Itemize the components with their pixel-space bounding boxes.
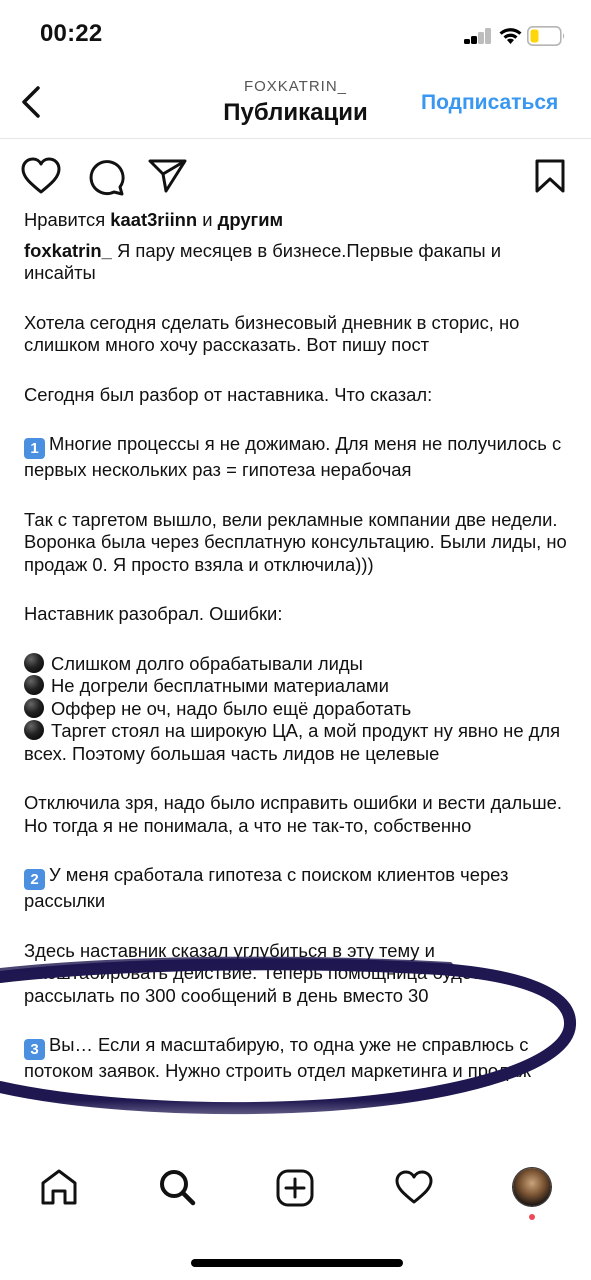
bullet-text: Таргет стоял на широкую ЦА, а мой продукт ну явно не для всех. Поэтому большая часть лидов не целевые bbox=[24, 720, 561, 764]
share-send-icon[interactable] bbox=[148, 158, 188, 194]
bullet-item bbox=[24, 675, 572, 698]
new-post-plus-icon[interactable] bbox=[275, 1168, 315, 1208]
caption-intro-text: Я пару месяцев в бизнесе.Первые факапы и инсайты bbox=[24, 239, 502, 283]
numbered-item-text: Вы… Если я масштабирую, то одна уже не справлюсь с потоком заявок. Нужно строить отдел маркетинга и продаж bbox=[24, 1034, 532, 1081]
author-username-link[interactable]: foxkatrin_ bbox=[24, 239, 112, 261]
caption-paragraph: Здесь наставник сказал углубиться в эту тему и масштабировать действие. Теперь помощница будет рассылать по 300 сообщений в день вместо 30 bbox=[24, 939, 480, 1006]
home-icon[interactable] bbox=[39, 1168, 79, 1206]
caption-paragraph: Наставник разобрал. Ошибки: bbox=[24, 603, 283, 624]
like-heart-icon[interactable] bbox=[20, 156, 62, 196]
caption-paragraph: Сегодня был разбор от наставника. Что сказал: bbox=[24, 383, 433, 405]
bullet-item bbox=[24, 698, 572, 721]
bullet-text: Не догрели бесплатными материалами bbox=[51, 675, 389, 696]
follow-button[interactable]: Подписаться bbox=[421, 91, 559, 114]
page-title: Публикации bbox=[223, 99, 368, 126]
wifi-icon bbox=[498, 25, 523, 45]
numbered-item-text: У меня сработала гипотеза с поиском клиентов через рассылки bbox=[24, 864, 509, 911]
notification-dot bbox=[529, 1214, 535, 1220]
caption-paragraph: Отключила зря, надо было исправить ошибки и вести дальше. Но тогда я не понимала, а что не так-то, собственно bbox=[24, 792, 562, 836]
text-fade bbox=[0, 1100, 591, 1150]
numbered-item-2 bbox=[24, 864, 572, 913]
likes-connector: и bbox=[197, 209, 218, 230]
home-indicator bbox=[191, 1259, 403, 1267]
black-circle-icon bbox=[24, 698, 44, 718]
caption-paragraph: Так с таргетом вышло, вели рекламные компании две недели. Воронка была через бесплатную консультацию. Были лиды, но продаж 0. Я просто взяла и отключила))) bbox=[24, 508, 567, 575]
keycap-2-icon: 2 bbox=[24, 869, 45, 890]
bullet-text: Оффер не оч, надо было ещё доработать bbox=[51, 697, 412, 719]
comment-icon[interactable] bbox=[85, 157, 125, 197]
likes-line bbox=[24, 209, 572, 232]
activity-heart-icon[interactable] bbox=[394, 1169, 434, 1205]
caption-intro bbox=[24, 240, 572, 285]
signal-icon bbox=[464, 28, 492, 44]
numbered-item-text: Многие процессы я не дожимаю. Для меня не получилось с первых нескольких раз = гипотеза нерабочая bbox=[24, 433, 562, 480]
numbered-item-1 bbox=[24, 433, 572, 482]
bullet-text: Слишком долго обрабатывали лиды bbox=[51, 652, 363, 674]
keycap-1-icon: 1 bbox=[24, 438, 45, 459]
bullet-item bbox=[24, 720, 572, 765]
likes-others-link[interactable]: другим bbox=[217, 209, 284, 230]
black-circle-icon bbox=[24, 720, 44, 740]
bookmark-icon[interactable] bbox=[533, 158, 567, 194]
bullet-item bbox=[24, 653, 572, 676]
status-time: 00:22 bbox=[40, 20, 103, 47]
post-caption bbox=[24, 209, 572, 1083]
black-circle-icon bbox=[24, 653, 44, 673]
battery-icon bbox=[527, 26, 566, 46]
black-circle-icon bbox=[24, 675, 44, 695]
liker-username-link[interactable]: kaat3riinn bbox=[110, 209, 198, 230]
header-username: FOXKATRIN_ bbox=[243, 78, 348, 95]
likes-prefix: Нравится bbox=[24, 209, 111, 230]
caption-paragraph: Хотела сегодня сделать бизнесовый дневник в сторис, но слишком много хочу рассказать. Вот пишу пост bbox=[24, 311, 520, 355]
header-divider bbox=[0, 138, 591, 139]
numbered-item-3 bbox=[24, 1034, 572, 1083]
keycap-3-icon: 3 bbox=[24, 1039, 45, 1060]
profile-avatar[interactable] bbox=[513, 1168, 551, 1206]
search-icon[interactable] bbox=[157, 1167, 197, 1207]
